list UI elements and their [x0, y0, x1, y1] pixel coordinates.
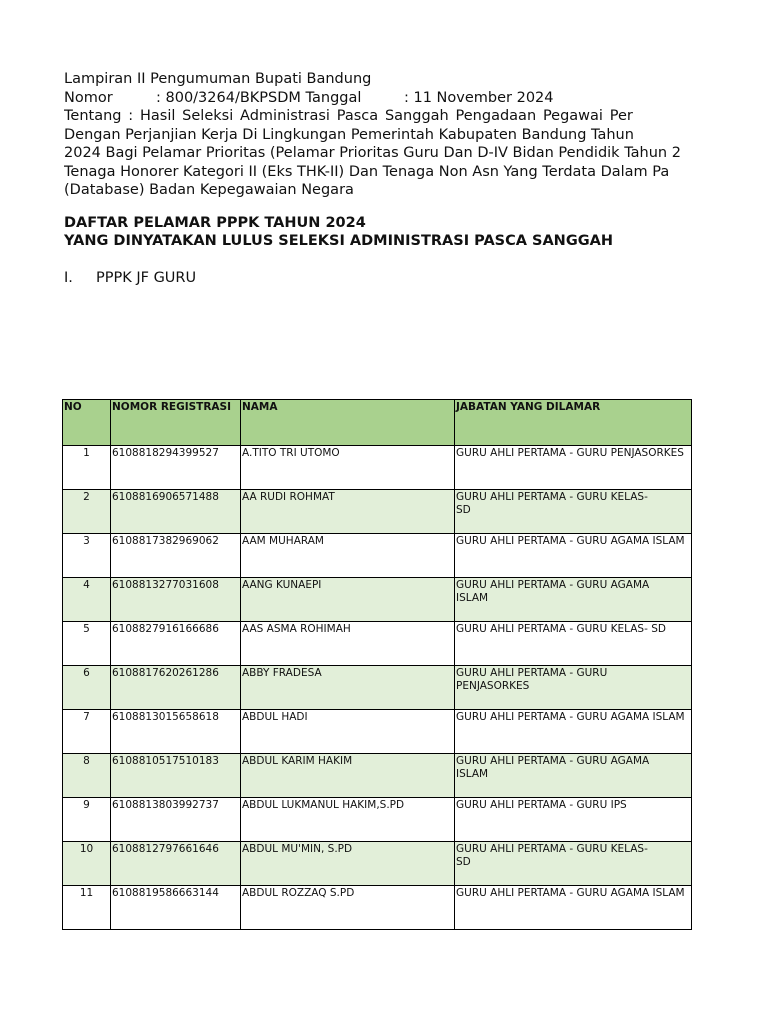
cell-nomor-registrasi: 6108819586663144: [111, 886, 241, 930]
cell-nama: ABBY FRADESA: [241, 666, 455, 710]
cell-nama: ABDUL MU'MIN, S.PD: [241, 842, 455, 886]
cell-nama: AAS ASMA ROHIMAH: [241, 622, 455, 666]
nomor-value: : 800/3264/BKPSDM Tanggal: [156, 89, 362, 106]
table-header-row: [63, 400, 692, 446]
table-row: [63, 578, 692, 622]
tentang-line-3: 2024 Bagi Pelamar Prioritas (Pelamar Prioritas Guru Dan D-IV Bidan Pendidik Tahun 2: [64, 145, 681, 161]
cell-nama: AA RUDI ROHMAT: [241, 490, 455, 534]
column-header-nama: NAMA: [241, 400, 455, 446]
table-row: [63, 534, 692, 578]
table-row: [63, 622, 692, 666]
nomor-row: [64, 89, 690, 108]
cell-jabatan: GURU AHLI PERTAMA - GURU AGAMA ISLAM: [455, 754, 692, 798]
cell-jabatan: GURU AHLI PERTAMA - GURU AGAMA ISLAM: [455, 710, 692, 754]
cell-nama: ABDUL KARIM HAKIM: [241, 754, 455, 798]
cell-jabatan: GURU AHLI PERTAMA - GURU AGAMA ISLAM: [455, 886, 692, 930]
nomor-label: Nomor: [64, 89, 113, 106]
cell-nama: AANG KUNAEPI: [241, 578, 455, 622]
cell-no: 7: [63, 710, 111, 754]
tentang-line-4: Tenaga Honorer Kategori II (Eks THK-II) Dan Tenaga Non Asn Yang Terdata Dalam Pa: [64, 163, 670, 180]
cell-nomor-registrasi: 6108810517510183: [111, 754, 241, 798]
cell-no: 8: [63, 754, 111, 798]
cell-nama: ABDUL ROZZAQ S.PD: [241, 886, 455, 930]
table-row: [63, 842, 692, 886]
cell-no: 6: [63, 666, 111, 710]
cell-no: 2: [63, 490, 111, 534]
cell-nomor-registrasi: 6108817620261286: [111, 666, 241, 710]
section-heading: [64, 270, 196, 286]
title-line-2: YANG DINYATAKAN LULUS SELEKSI ADMINISTRASI PASCA SANGGAH: [64, 233, 613, 249]
column-header-nomor-registrasi: NOMOR REGISTRASI: [111, 400, 241, 446]
table-row: [63, 710, 692, 754]
tanggal-value: : 11 November 2024: [404, 89, 554, 106]
section-label: PPPK JF GURU: [96, 270, 197, 286]
cell-no: 1: [63, 446, 111, 490]
table-row: [63, 490, 692, 534]
cell-jabatan: GURU AHLI PERTAMA - GURU AGAMA ISLAM: [455, 578, 692, 622]
cell-nomor-registrasi: 6108817382969062: [111, 534, 241, 578]
table-row: [63, 666, 692, 710]
cell-nomor-registrasi: 6108816906571488: [111, 490, 241, 534]
document-title: [64, 214, 613, 250]
table-row: [63, 446, 692, 490]
cell-nomor-registrasi: 6108813803992737: [111, 798, 241, 842]
column-header-jabatan: JABATAN YANG DILAMAR: [455, 400, 692, 446]
cell-nama: AAM MUHARAM: [241, 534, 455, 578]
cell-no: 11: [63, 886, 111, 930]
cell-no: 3: [63, 534, 111, 578]
cell-nomor-registrasi: 6108812797661646: [111, 842, 241, 886]
cell-no: 10: [63, 842, 111, 886]
cell-jabatan: GURU AHLI PERTAMA - GURU KELAS- SD: [455, 842, 692, 886]
cell-nomor-registrasi: 6108827916166686: [111, 622, 241, 666]
title-line-1: DAFTAR PELAMAR PPPK TAHUN 2024: [64, 215, 366, 231]
section-number: I.: [64, 270, 73, 286]
document-header: [64, 70, 690, 200]
tentang-line-5: (Database) Badan Kepegawaian Negara: [64, 182, 354, 198]
cell-jabatan: GURU AHLI PERTAMA - GURU PENJASORKES: [455, 666, 692, 710]
cell-jabatan: GURU AHLI PERTAMA - GURU KELAS- SD: [455, 490, 692, 534]
cell-jabatan: GURU AHLI PERTAMA - GURU PENJASORKES: [455, 446, 692, 490]
cell-no: 9: [63, 798, 111, 842]
table-body: [63, 446, 692, 930]
cell-no: 5: [63, 622, 111, 666]
table-row: [63, 798, 692, 842]
cell-nomor-registrasi: 6108813015658618: [111, 710, 241, 754]
cell-nama: ABDUL HADI: [241, 710, 455, 754]
cell-nomor-registrasi: 6108813277031608: [111, 578, 241, 622]
table-row: [63, 754, 692, 798]
cell-jabatan: GURU AHLI PERTAMA - GURU AGAMA ISLAM: [455, 534, 692, 578]
column-header-no: NO: [63, 400, 111, 446]
cell-jabatan: GURU AHLI PERTAMA - GURU IPS: [455, 798, 692, 842]
lampiran-line: Lampiran II Pengumuman Bupati Bandung: [64, 71, 372, 87]
cell-jabatan: GURU AHLI PERTAMA - GURU KELAS- SD: [455, 622, 692, 666]
applicant-table: [62, 399, 692, 930]
table-row: [63, 886, 692, 930]
cell-nama: ABDUL LUKMANUL HAKIM,S.PD: [241, 798, 455, 842]
cell-no: 4: [63, 578, 111, 622]
tentang-line-2: Dengan Perjanjian Kerja Di Lingkungan Pemerintah Kabupaten Bandung Tahun: [64, 126, 634, 143]
cell-nomor-registrasi: 6108818294399527: [111, 446, 241, 490]
tentang-line-1: Tentang : Hasil Seleksi Administrasi Pasca Sanggah Pengadaan Pegawai Per: [64, 108, 633, 124]
cell-nama: A.TITO TRI UTOMO: [241, 446, 455, 490]
